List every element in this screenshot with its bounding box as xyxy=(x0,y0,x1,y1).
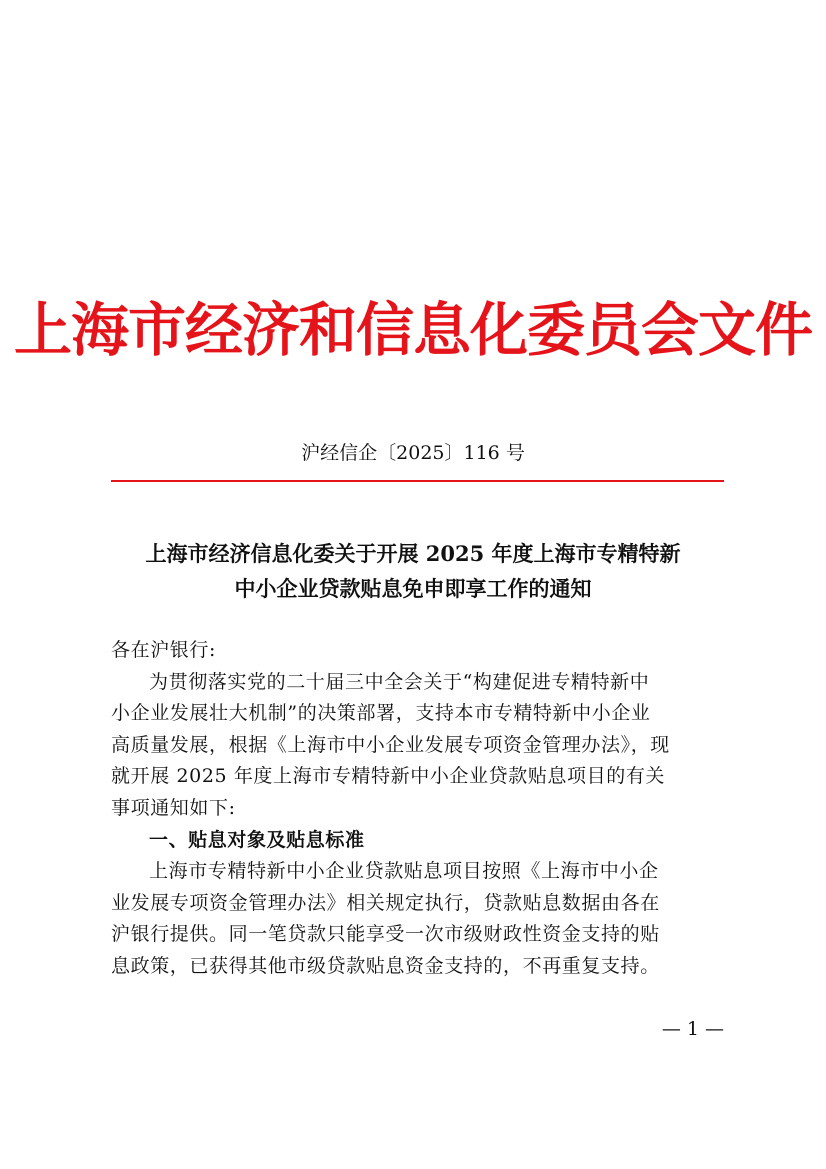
paragraph-2-line-1: 上海市专精特新中小企业贷款贴息项目按照《上海市中小企 xyxy=(149,860,659,883)
paragraph-2-line-3: 沪银行提供。同一笔贷款只能享受一次市级财政性资金支持的贴 xyxy=(111,923,660,946)
notice-title xyxy=(100,536,726,606)
paragraph-1-line-1: 为贯彻落实党的二十届三中全会关于“构建促进专精特新中 xyxy=(149,670,650,693)
paragraph-1-line-5: 事项通知如下: xyxy=(111,796,236,819)
notice-title-line-2: 中小企业贷款贴息免申即享工作的通知 xyxy=(234,576,592,601)
notice-body xyxy=(111,635,725,983)
paragraph-1-line-3: 高质量发展，根据《上海市中小企业发展专项资金管理办法》，现 xyxy=(111,733,670,756)
page-number: — 1 — xyxy=(661,1018,724,1040)
salutation: 各在沪银行: xyxy=(111,639,217,661)
paragraph-2-line-4: 息政策，已获得其他市级贷款贴息资金支持的，不再重复支持。 xyxy=(111,954,660,977)
document-number: 沪经信企〔2025〕116 号 xyxy=(301,442,525,464)
section-1-heading: 一、贴息对象及贴息标准 xyxy=(149,828,365,851)
paragraph-1-line-2: 小企业发展壮大机制”的决策部署，支持本市专精特新中小企业 xyxy=(111,702,651,725)
issuing-authority-title: 上海市经济和信息化委员会文件 xyxy=(13,296,812,364)
paragraph-2-line-2: 业发展专项资金管理办法》相关规定执行，贷款贴息数据由各在 xyxy=(111,891,660,914)
notice-title-line-1: 上海市经济信息化委关于开展 2025 年度上海市专精特新 xyxy=(145,541,681,566)
red-divider xyxy=(111,480,724,482)
paragraph-1-line-4: 就开展 2025 年度上海市专精特新中小企业贷款贴息项目的有关 xyxy=(111,765,666,788)
